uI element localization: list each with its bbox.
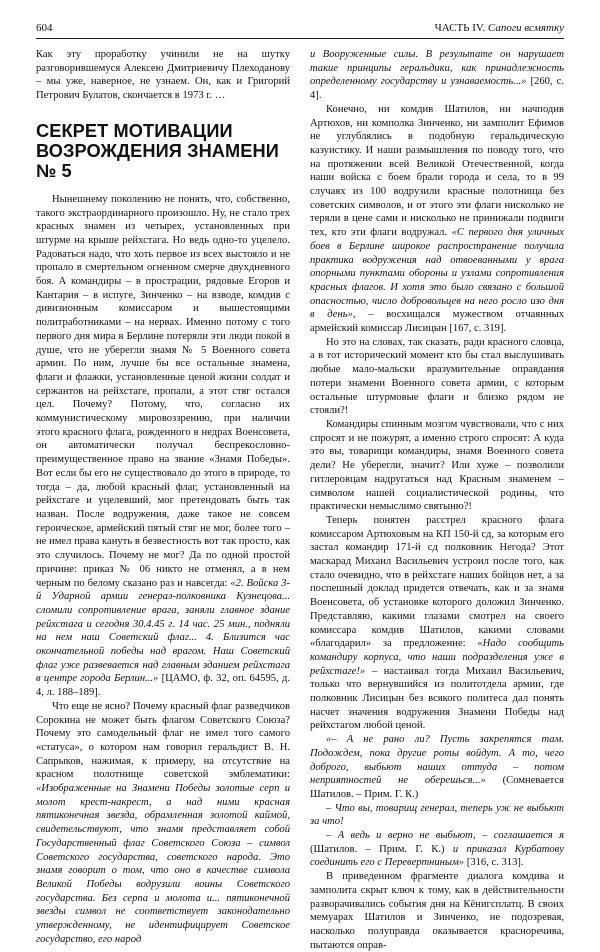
dialogue-1	[310, 733, 564, 802]
paragraph-2	[36, 700, 290, 947]
paragraph-3	[310, 103, 564, 336]
heraldry-quote: «Изображенные на Знамени Победы золотые серп и молот крест-накрест, а над ними красная пятиконечная звезда, обрамленная золотой каймой, свидетельствуют, что знамя представляет собой Государственный флаг Советского Союза – символ Советского государства, советского народа. Это знамя говорит о том, что оно в качестве символа Великой Победы водрузили воины Советского государства. Без серпа и молота и... пятиконечной звезды символ не соответствует законодательно утвержденному, не идентифицирует Советское государство, его народ	[36, 783, 290, 945]
dialogue-1-quote: «– А не рано ли? Пусть закрепятся там. Подождем, пока другие роты войдут. А то, чего доброго, выбьют наших оттуда – потом неприятностей не оберешься...»	[310, 734, 564, 787]
order-quote-ref: [ЦАМО, ф. 32, оп. 64595, д. 4, л. 188–189].	[36, 673, 290, 699]
right-column	[310, 48, 564, 951]
page-header	[36, 20, 564, 39]
paragraph-3-end: , – восхищался мужеством отчаянных армейский комиссар Лисицын [167, с. 319].	[310, 309, 564, 335]
page-number: 604	[36, 22, 53, 34]
heraldry-quote-ref: [260, с. 4].	[310, 76, 564, 102]
paragraph-2-text: Что еще не ясно? Почему красный флаг разведчиков Сорокина не может быть флагом Советского Союза? Почему это самодельный флаг не имел того самого «статуса», о котором нам говорил геральдист В. Н. Сапрыков, нажимая, к примеру, на отсутствие на красном полотнище советской эмблематики:	[36, 700, 290, 781]
dialogue-1-note: (Сомневается Шатилов. – Прим. Г. К.)	[310, 775, 564, 800]
report-quote: «Надо сообщить командиру корпуса, что наши подразделения уже в рейхстаге!»	[310, 638, 564, 677]
dialogue-3	[310, 829, 564, 870]
paragraph-6-start: Теперь понятен расстрел красного флага комиссаром Артюховым на КП 150-й сд, за которым его застал командир 171-й сд полковник Негода? Этот маскарад Михаил Васильевич устроил после того, как стало очевидно, что в рейхстаге наших бойцов нет, а за поспешный доклад придется отвечать, как и за знамя Военсовета, об установке которого доложил Зинченко. Представляю, какими глазами смотрел на своего комиссара комдив Шатилов, какими словами «благодарил» за предложение:	[310, 514, 564, 650]
heraldry-quote-cont: и Вооруженные силы. В результате он нарушает такие принципы геральдики, как принадлежность определенному государству и узнаваемость...»	[310, 49, 564, 88]
intro-paragraph: Как эту проработку учинили не на шутку разговорившемуся Алексею Дмитриевичу Плеходанову – мы уже, наверное, не узнаем. Он, как и Григорий Петрович Булатов, скончается в 1973 г. …	[36, 49, 290, 102]
order-quote: «2. Войска 3-й Ударной армии генерал-полковника Кузнецова... сломили сопротивление врага, заняли главное здание рейхстага и сегодня 30.4.45 г. 14 час. 25 мин., подняли на нем наш Советский флаг... 4. Близится час окончательной победы над врагом. Наш Советский флаг уже развевается над главным зданием рейхстага в центре города Берлин...»	[36, 577, 290, 685]
paragraph-4: Но это на словах, так сказать, ради красного словца, а в тот исторический момент кто бы стал выслушивать любые мало-мальски вразумительные оправдания потери знамени Военного совета армии, с которым остальные штурмовые флаги и близко рядом не стояли?!	[310, 336, 564, 417]
dialogue-3-note: (Шатилов. – Прим. Г. К.)	[310, 843, 453, 855]
dialogue-2	[310, 802, 564, 829]
paragraph-6	[310, 514, 564, 733]
dialogue-3-end: и приказал Курбатову соединить его с Перевертниным»	[310, 843, 564, 869]
paragraph-3-start: Конечно, ни комдив Шатилов, ни начподив Артюхов, ни комполка Зинченко, ни замполит Ефимов не углублялись в подобную геральдическую казуистику. И наши размышления по поводу того, что на протяжении всей Великой Отечественной, когда наши войска с боем брали города и села, то в 99 случаях из 100 водрузили красные полотнища без советских символов, и от этого эти флаги нисколько не теряли в цене сами и нисколько не принижали подвиги тех, кто эти флаги водружал.	[310, 103, 564, 239]
section-heading: СЕКРЕТ МОТИВАЦИИ ВОЗРОЖДЕНИЯ ЗНАМЕНИ № 5	[36, 120, 279, 181]
dialogue-3-ref: [316, с. 313].	[464, 857, 524, 869]
running-head	[435, 20, 564, 36]
paragraph-7: В приведенном фрагменте диалога комдива и замполита скрыт ключ к тому, как в действительности разворачивались события дня на Кёнигсплатц. В своих мемуарах Шатилов и Зинченко, не подозревая, насколько полуправда оказывается красноречива, пытаются оправ-	[310, 871, 564, 951]
paragraph-1	[36, 193, 290, 700]
paragraph-6-end: – настаивал тогда Михаил Васильевич, только что вернувшийся из политотдела армии, где полковник Лисицын без всякого политеса дал понять насчет значения водружения Знамени Победы над рейхстагом любой ценой.	[310, 665, 564, 732]
section-title: Сапоги всмятку	[487, 22, 564, 34]
left-column	[36, 48, 290, 945]
paragraph-5: Командиры спинным мозгом чувствовали, что с них спросят и не пожурят, а именно строго спросят: А куда это вы, товарищи командиры, знамя Военного совета дели? Не уберегли, значит? Или хуже – позволили гитлеровцам надругаться над Красным знаменем – символом нашей социалистической родины, что практически немыслимо святыню?!	[310, 418, 564, 513]
lisitsyn-quote: «С первого дня уличных боев в Берлине широкое распространение получила практика водружения над отвоеванными у врага опорными пунктами обороны и узлами сопротивления красных флагов. И хотя это было связано с большой опасностью, число добровольцев на него росло изо дня в день»	[310, 227, 564, 321]
heraldry-quote-continued	[310, 48, 564, 103]
dialogue-3-quote: – А ведь и верно не выбьют, – соглашается я	[326, 830, 564, 842]
dialogue-2-text: – Что вы, товарищ генерал, теперь уж не выбьют за что!	[310, 802, 564, 828]
paragraph-1-text: Нынешнему поколению не понять, что, собственно, такого экстраординарного произошло. Ну, не стало трех красных знамен из четырех, установленных при штурме на крыше рейхстага. Но ведь одно-то уцелело. Радоваться надо, что хоть первое из всех выстояло и не пропало в смертельном огненном смерче двухдневного боя. А командиры – в прострации, рядовые Егоров и Кантария – в испуге, Зинченко – на взводе, комдив с дивизионным комиссаром и вышестоящими политработниками – на нервах. Именно потому с того первого дня мира в Берлине потеряли эти люди покой в душе, что не уберегли знамя № 5 Военного совета армии. По ним, лучше бы все остальные знамена, флаги и флажки, установленные ценой жизни солдат и сержантов на рейхстаге, пропали, а этот стяг остался цел. Почему? Потому, что, согласно их коммунистическому мировоззрению, при наличии этого красного флага, рожденного в недрах Военсовета, он автоматически получал беспрекословно-преимущественное право на звание «Знамя Победы». Вот если бы его не существовало до этого в природе, то тогда – да, любой красный флаг, установленный на рейхстаге и уцелевший, мог претендовать быть так назван. После водружения, даже такое не совсем героическое, армейский пятый стяг не мог, более того – не имел права кануть в безвестность вот так просто, как это случилось. Почему не мог? Да по одной простой причине: приказ № 06 никто не отменял, а в нем черным по белому сказано раз и навсегда:	[36, 193, 290, 589]
part-label: ЧАСТЬ IV.	[434, 22, 486, 34]
